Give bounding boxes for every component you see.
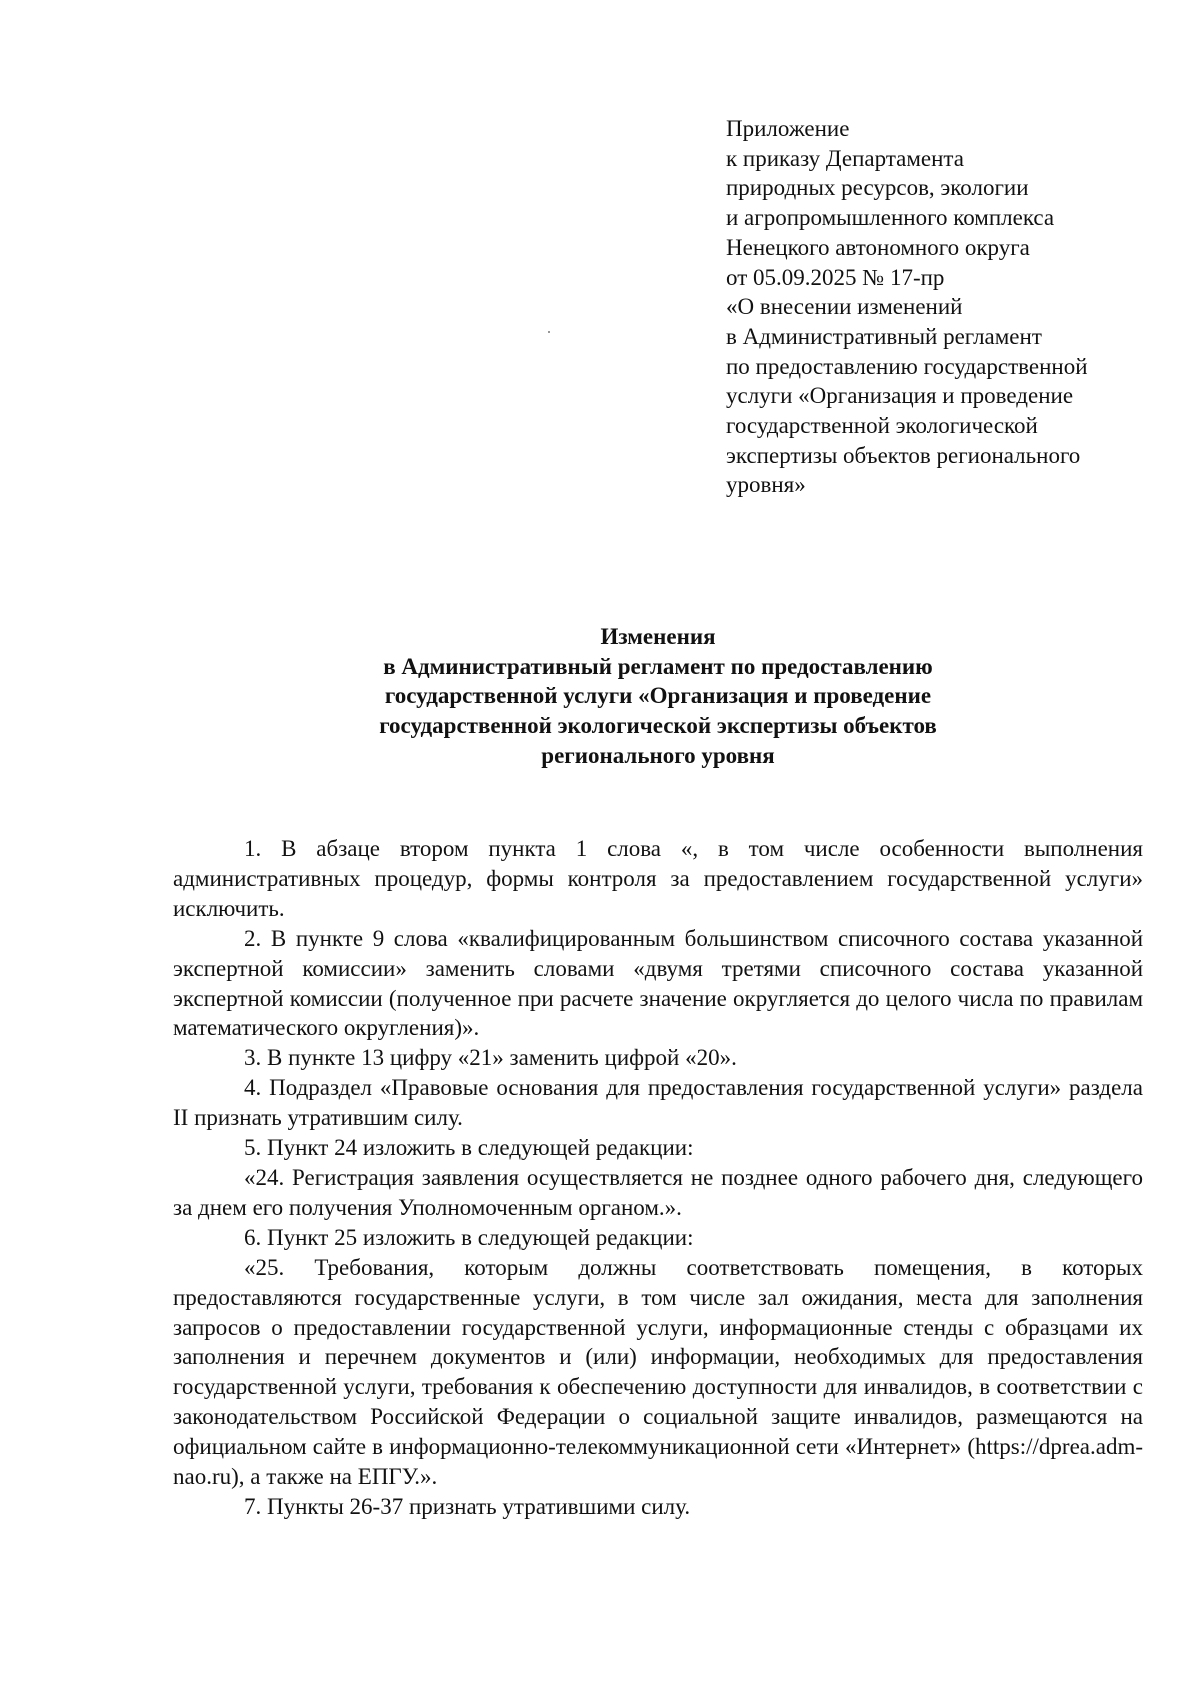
appendix-line: по предоставлению государственной [726,353,1088,379]
appendix-line: в Административный регламент [726,323,1042,349]
title-line: Изменения [600,624,716,649]
appendix-line: от 05.09.2025 № 17-пр [726,264,945,290]
appendix-line: государственной экологической [726,413,1038,439]
paragraph-item-1: 1. В абзаце втором пункта 1 слова «, в том числе особенности выполнения административных процедур, формы контроля за предоставлением государственной услуги» исключить. [173,836,1143,921]
appendix-line: услуги «Организация и проведение [726,383,1074,409]
appendix-line: уровня» [726,472,806,498]
appendix-line: экспертизы объектов регионального [726,442,1081,468]
paragraph-quote-24: «24. Регистрация заявления осуществляется не позднее одного рабочего дня, следующего за днем его получения Уполномоченным органом.». [173,1164,1143,1220]
appendix-line: природных ресурсов, экологии [726,175,1029,201]
appendix-line: Ненецкого автономного округа [726,234,1030,260]
paragraph-item-3: 3. В пункте 13 цифру «21» заменить цифрой «20». [244,1045,737,1071]
document-body [173,834,1143,1522]
appendix-block [726,114,1166,500]
scan-speck [548,331,550,333]
title-line: регионального уровня [541,742,775,768]
appendix-line: к приказу Департамента [726,145,964,171]
appendix-line: и агропромышленного комплекса [726,205,1055,231]
title-line: в Административный регламент по предоставлению [383,653,933,679]
appendix-line: Приложение [726,116,850,141]
paragraph-item-6: 6. Пункт 25 изложить в следующей редакции: [244,1224,694,1250]
document-title [170,622,1146,771]
paragraph-item-5: 5. Пункт 24 изложить в следующей редакции: [244,1135,694,1161]
appendix-line: «О внесении изменений [726,294,963,320]
title-line: государственной экологической экспертизы объектов [379,713,937,739]
paragraph-quote-25: «25. Требования, которым должны соответствовать помещения, в которых предоставляются государственные услуги, в том числе зал ожидания, места для заполнения запросов о предоставлении государственной услуги, информационные стенды с образцами их заполнения и перечнем документов и (или) информации, необходимых для предоставления государственной услуги, требования к обеспечению доступности для инвалидов, в соответствии с законодательством Российской Федерации о социальной защите инвалидов, размещаются на официальном сайте в информационно-телекоммуникационной сети «Интернет» (https://dprea.adm-nao.ru), а также на ЕПГУ.». [173,1254,1143,1490]
paragraph-item-4: 4. Подраздел «Правовые основания для предоставления государственной услуги» раздела II признать утратившим силу. [173,1075,1143,1131]
paragraph-item-7: 7. Пункты 26-37 признать утратившими силу. [244,1493,691,1519]
paragraph-item-2: 2. В пункте 9 слова «квалифицированным большинством списочного состава указанной экспертной комиссии» заменить словами «двумя третями списочного состава указанной экспертной комиссии (полученное при расчете значение округляется до целого числа по правилам математического округления)». [173,925,1143,1041]
title-line: государственной услуги «Организация и проведение [384,683,932,709]
